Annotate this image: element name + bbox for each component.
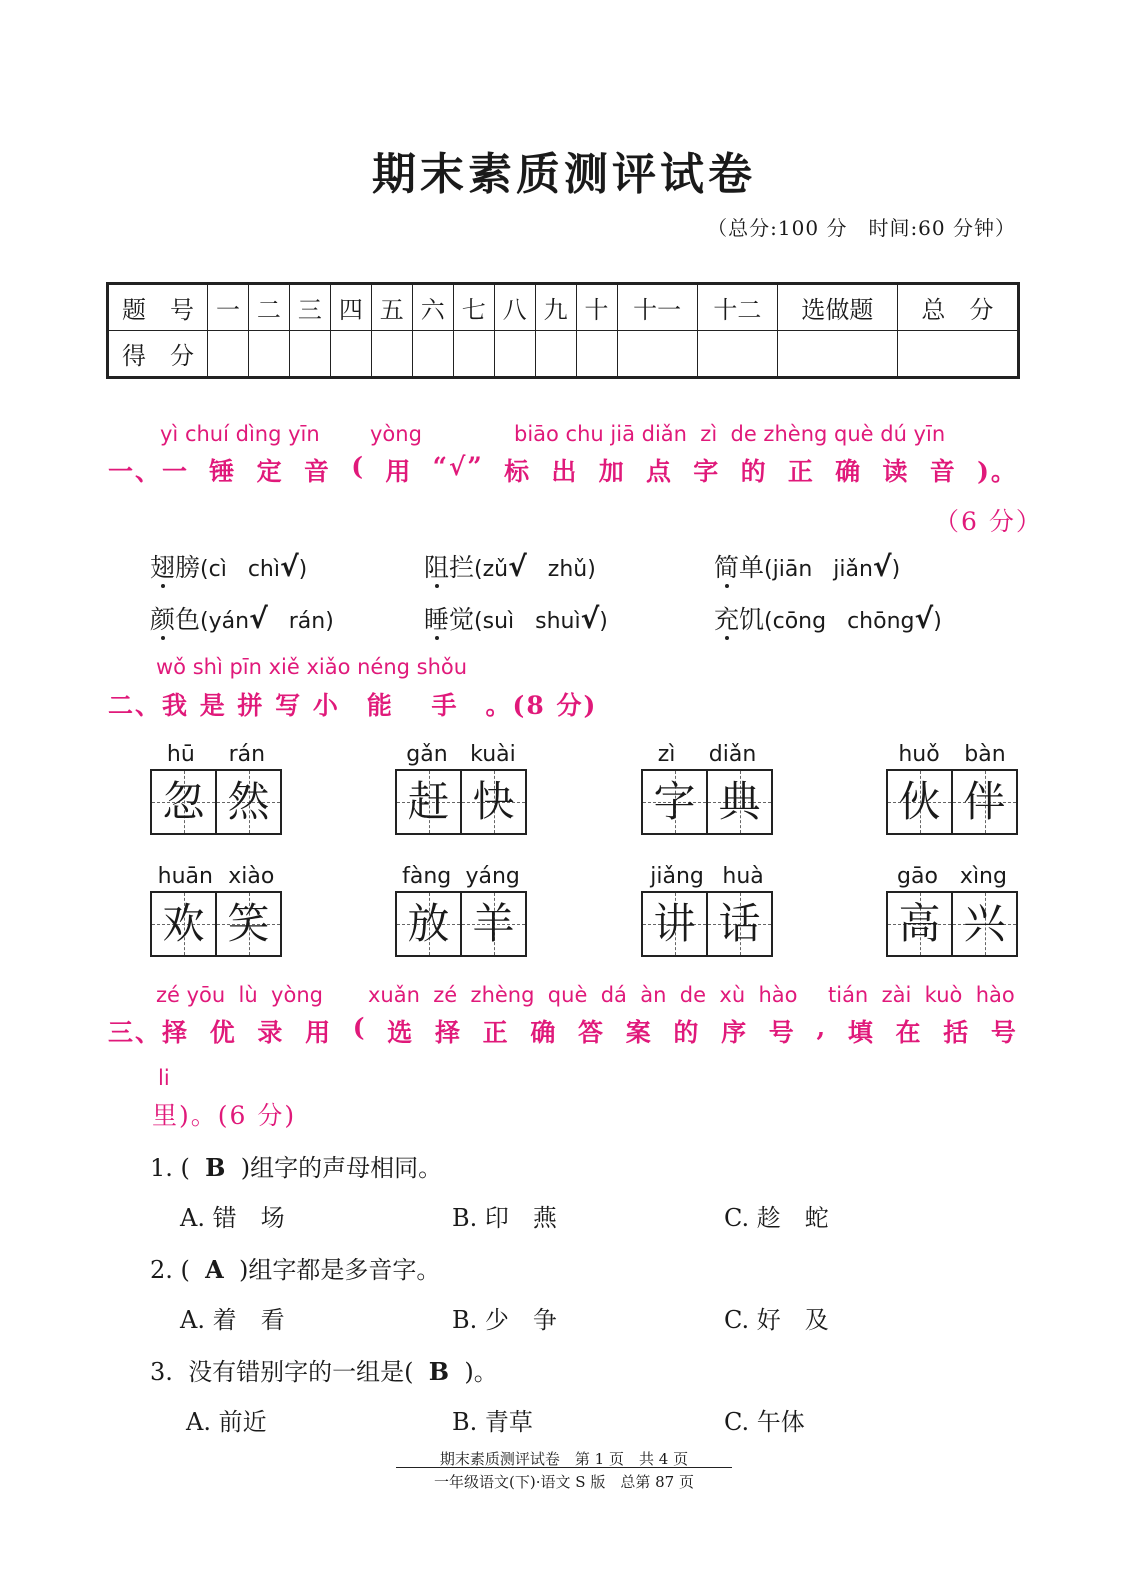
title-char: 择 xyxy=(434,1018,462,1047)
grid-char: 伙 xyxy=(898,777,941,826)
answer-blank[interactable]: B xyxy=(205,1153,226,1182)
sec3-pinyin-a: zé yōu lù yòng xyxy=(156,983,323,1007)
title-char: , xyxy=(816,1013,828,1042)
answer-option[interactable]: C. 好 及 xyxy=(724,1306,829,1334)
score-cell[interactable] xyxy=(697,331,777,378)
title-char: 答 xyxy=(578,1018,606,1047)
pinyin-choice-item xyxy=(150,548,307,584)
choice-options[interactable]: (yán√ rán) xyxy=(200,602,334,635)
title-char: 括 xyxy=(943,1018,971,1047)
page-title: 期末素质测评试卷 xyxy=(372,149,756,200)
sec3-pinyin-b: xuǎn zé zhèng què dá àn de xù hào xyxy=(368,983,798,1007)
grid-char: 然 xyxy=(227,777,270,826)
grid-char: 羊 xyxy=(472,899,515,948)
choice-question xyxy=(150,1148,442,1183)
question-stem-post: )。 xyxy=(464,1358,498,1386)
score-col-header: 七 xyxy=(453,284,494,331)
choice-question xyxy=(150,1352,498,1387)
grid-char: 讲 xyxy=(653,899,696,948)
title-char: 三、择 xyxy=(108,1018,190,1047)
title-char: )。 xyxy=(977,457,1018,486)
footer-line2: 一年级语文(下)·语文 S 版 总第 87 页 xyxy=(434,1473,694,1491)
score-cell[interactable] xyxy=(617,331,697,378)
score-row1-label: 题 号 xyxy=(108,284,208,331)
word-pinyin: hū xyxy=(166,742,195,767)
answer-option[interactable]: A. 着 看 xyxy=(180,1306,285,1334)
score-col-header: 六 xyxy=(412,284,453,331)
word-pinyin: fàng xyxy=(402,864,452,889)
word-pinyin: huǒ xyxy=(898,742,940,767)
grid-char: 兴 xyxy=(963,899,1006,948)
question-stem-post: )组字都是多音字。 xyxy=(239,1256,441,1284)
title-char: 加 xyxy=(598,457,626,486)
score-cell[interactable] xyxy=(412,331,453,378)
answer-option[interactable]: B. 青草 xyxy=(452,1408,533,1436)
title-char: ( xyxy=(351,452,366,481)
title-char: 正 xyxy=(787,457,815,486)
title-char: “√” xyxy=(432,452,484,481)
title-char: 点 xyxy=(645,457,673,486)
score-col-header: 十 xyxy=(576,284,617,331)
word-pinyin: huà xyxy=(722,864,764,889)
score-cell[interactable] xyxy=(897,331,1018,378)
pinyin-word-box xyxy=(150,864,282,957)
word-pinyin: rán xyxy=(228,742,266,767)
pinyin-choice-item xyxy=(424,600,608,636)
section2-title: 二、我 是 拼 写 小 能 手 。(8 分) xyxy=(108,691,598,720)
section3-title xyxy=(108,1013,1018,1049)
check-mark-icon: √ xyxy=(872,550,892,583)
score-col-header: 一 xyxy=(208,284,249,331)
score-col-header: 八 xyxy=(494,284,535,331)
title-char: 字 xyxy=(693,457,721,486)
choice-word: 阻拦 xyxy=(424,553,475,582)
grid-char: 忽 xyxy=(162,777,205,826)
title-char: 一、一 xyxy=(108,457,190,486)
grid-char: 笑 xyxy=(227,899,270,948)
title-char: 确 xyxy=(835,457,863,486)
section1-points: （6 分） xyxy=(934,507,1043,536)
answer-option[interactable]: B. 印 燕 xyxy=(452,1204,557,1232)
choice-question xyxy=(150,1250,440,1285)
tianzige-grid[interactable] xyxy=(886,769,1018,835)
answer-blank[interactable]: A xyxy=(205,1255,224,1284)
score-col-header: 十一 xyxy=(617,284,697,331)
title-char: 读 xyxy=(882,457,910,486)
pinyin-word-box xyxy=(641,742,773,835)
check-mark-icon: √ xyxy=(580,602,600,635)
score-cell[interactable] xyxy=(248,331,289,378)
question-stem-pre: 2. ( xyxy=(150,1256,190,1284)
grid-char: 话 xyxy=(718,899,761,948)
score-col-header: 三 xyxy=(289,284,330,331)
score-cell[interactable] xyxy=(778,331,898,378)
word-pinyin: yáng xyxy=(465,864,520,889)
score-col-header: 九 xyxy=(535,284,576,331)
title-char: 出 xyxy=(551,457,579,486)
tianzige-grid[interactable] xyxy=(886,891,1018,957)
choice-options[interactable]: (cōng chōng√) xyxy=(764,602,942,635)
sec1-pinyin-b: yòng xyxy=(370,422,422,446)
answer-option[interactable]: C. 午体 xyxy=(724,1408,805,1436)
answer-blank[interactable]: B xyxy=(428,1357,450,1386)
word-pinyin: kuài xyxy=(470,742,516,767)
title-char: 用 xyxy=(305,1018,333,1047)
choice-options[interactable]: (suì shuì√) xyxy=(474,602,608,635)
grid-char: 字 xyxy=(653,777,696,826)
choice-options[interactable]: (jiān jiǎn√) xyxy=(764,550,901,583)
grid-char: 典 xyxy=(718,777,761,826)
question-stem-pre: 1. ( xyxy=(150,1154,190,1182)
word-pinyin: xìng xyxy=(959,864,1007,889)
pinyin-choice-item xyxy=(714,548,900,584)
sec1-pinyin-a: yì chuí dìng yīn xyxy=(160,422,320,446)
sec3-pinyin2: li xyxy=(158,1066,170,1090)
answer-option[interactable]: C. 趁 蛇 xyxy=(724,1204,829,1232)
score-cell[interactable] xyxy=(289,331,330,378)
pinyin-word-box xyxy=(886,742,1018,835)
choice-word: 翅膀 xyxy=(150,553,201,582)
score-col-header: 选做题 xyxy=(778,284,898,331)
word-pinyin: gāo xyxy=(897,864,938,889)
title-char: 填 xyxy=(847,1018,875,1047)
choice-word: 简单 xyxy=(714,553,765,582)
grid-char: 快 xyxy=(472,777,515,826)
title-char: 的 xyxy=(740,457,768,486)
pinyin-word-box xyxy=(150,742,282,835)
title-char: 定 xyxy=(256,457,284,486)
score-row2-label: 得 分 xyxy=(108,331,208,378)
answer-option[interactable]: B. 少 争 xyxy=(452,1306,557,1334)
title-char: ( xyxy=(352,1013,367,1042)
tianzige-grid[interactable] xyxy=(150,769,282,835)
word-pinyin: gǎn xyxy=(406,742,448,767)
title-char: 音 xyxy=(929,457,957,486)
tianzige-grid[interactable] xyxy=(641,891,773,957)
sec2-pinyin: wǒ shì pīn xiě xiǎo néng shǒu xyxy=(156,655,468,679)
word-pinyin: diǎn xyxy=(708,742,757,767)
grid-char: 放 xyxy=(407,899,450,948)
pinyin-word-box xyxy=(395,742,527,835)
pinyin-choice-item xyxy=(150,600,334,636)
answer-option[interactable]: A. 前近 xyxy=(186,1408,267,1436)
tianzige-grid[interactable] xyxy=(395,891,527,957)
choice-word: 颜色 xyxy=(150,605,201,634)
title-char: 锤 xyxy=(209,457,237,486)
score-cell[interactable] xyxy=(371,331,412,378)
grid-char: 伴 xyxy=(963,777,1006,826)
footer-line1: 期末素质测评试卷 第 1 页 共 4 页 xyxy=(439,1450,689,1468)
title-char: 号 xyxy=(768,1018,796,1047)
score-cell[interactable] xyxy=(330,331,371,378)
check-mark-icon: √ xyxy=(914,602,934,635)
check-mark-icon: √ xyxy=(508,550,527,583)
score-col-header: 二 xyxy=(248,284,289,331)
title-char: 音 xyxy=(303,457,331,486)
tianzige-grid[interactable] xyxy=(641,769,773,835)
word-pinyin: huān xyxy=(157,864,213,889)
title-char: 的 xyxy=(673,1018,701,1047)
score-cell[interactable] xyxy=(453,331,494,378)
pinyin-choice-item xyxy=(714,600,942,636)
check-mark-icon: √ xyxy=(279,550,299,583)
pinyin-choice-item xyxy=(424,548,596,584)
grid-char: 高 xyxy=(898,899,941,948)
title-char: 选 xyxy=(387,1018,415,1047)
title-char: 号 xyxy=(990,1018,1018,1047)
score-cell[interactable] xyxy=(208,331,249,378)
exam-meta: （总分:100 分 时间:60 分钟） xyxy=(707,216,1016,240)
grid-char: 赶 xyxy=(407,777,450,826)
title-char: 在 xyxy=(895,1018,923,1047)
title-char: 优 xyxy=(209,1018,237,1047)
title-char: 正 xyxy=(482,1018,510,1047)
sec1-pinyin-c: biāo chu jiā diǎn zì de zhèng què dú yīn xyxy=(514,422,946,446)
pinyin-word-box xyxy=(641,864,773,957)
choice-word: 睡觉 xyxy=(424,605,475,634)
choice-word: 充饥 xyxy=(714,605,765,634)
score-cell[interactable] xyxy=(494,331,535,378)
score-cell[interactable] xyxy=(535,331,576,378)
title-char: 案 xyxy=(625,1018,653,1047)
title-char: 序 xyxy=(721,1018,749,1047)
check-mark-icon: √ xyxy=(249,602,268,635)
question-stem-post: )组字的声母相同。 xyxy=(240,1154,443,1182)
choice-options[interactable]: (cì chì√) xyxy=(200,550,308,583)
choice-options[interactable]: (zǔ√ zhǔ) xyxy=(474,550,596,583)
title-char: 标 xyxy=(504,457,532,486)
pinyin-word-box xyxy=(886,864,1018,957)
sec3-pinyin-c: tián zài kuò hào xyxy=(828,983,1015,1007)
grid-char: 欢 xyxy=(162,899,205,948)
word-pinyin: bàn xyxy=(964,742,1006,767)
word-pinyin: zì xyxy=(657,742,676,767)
pinyin-word-box xyxy=(395,864,527,957)
title-char: 录 xyxy=(257,1018,285,1047)
score-col-header: 四 xyxy=(330,284,371,331)
answer-option[interactable]: A. 错 场 xyxy=(180,1204,285,1232)
score-table xyxy=(106,282,1020,379)
tianzige-grid[interactable] xyxy=(150,891,282,957)
question-stem-pre: 3. 没有错别字的一组是( xyxy=(150,1358,414,1386)
word-pinyin: xiào xyxy=(228,864,275,889)
section1-title xyxy=(108,452,1018,488)
title-char: 确 xyxy=(530,1018,558,1047)
tianzige-grid[interactable] xyxy=(395,769,527,835)
score-col-header: 十二 xyxy=(697,284,777,331)
word-pinyin: jiǎng xyxy=(650,864,704,889)
score-cell[interactable] xyxy=(576,331,617,378)
title-char: 用 xyxy=(385,457,413,486)
score-col-header: 五 xyxy=(371,284,412,331)
score-col-header: 总 分 xyxy=(897,284,1018,331)
section3-title-cont: 里)。(6 分) xyxy=(152,1101,297,1130)
